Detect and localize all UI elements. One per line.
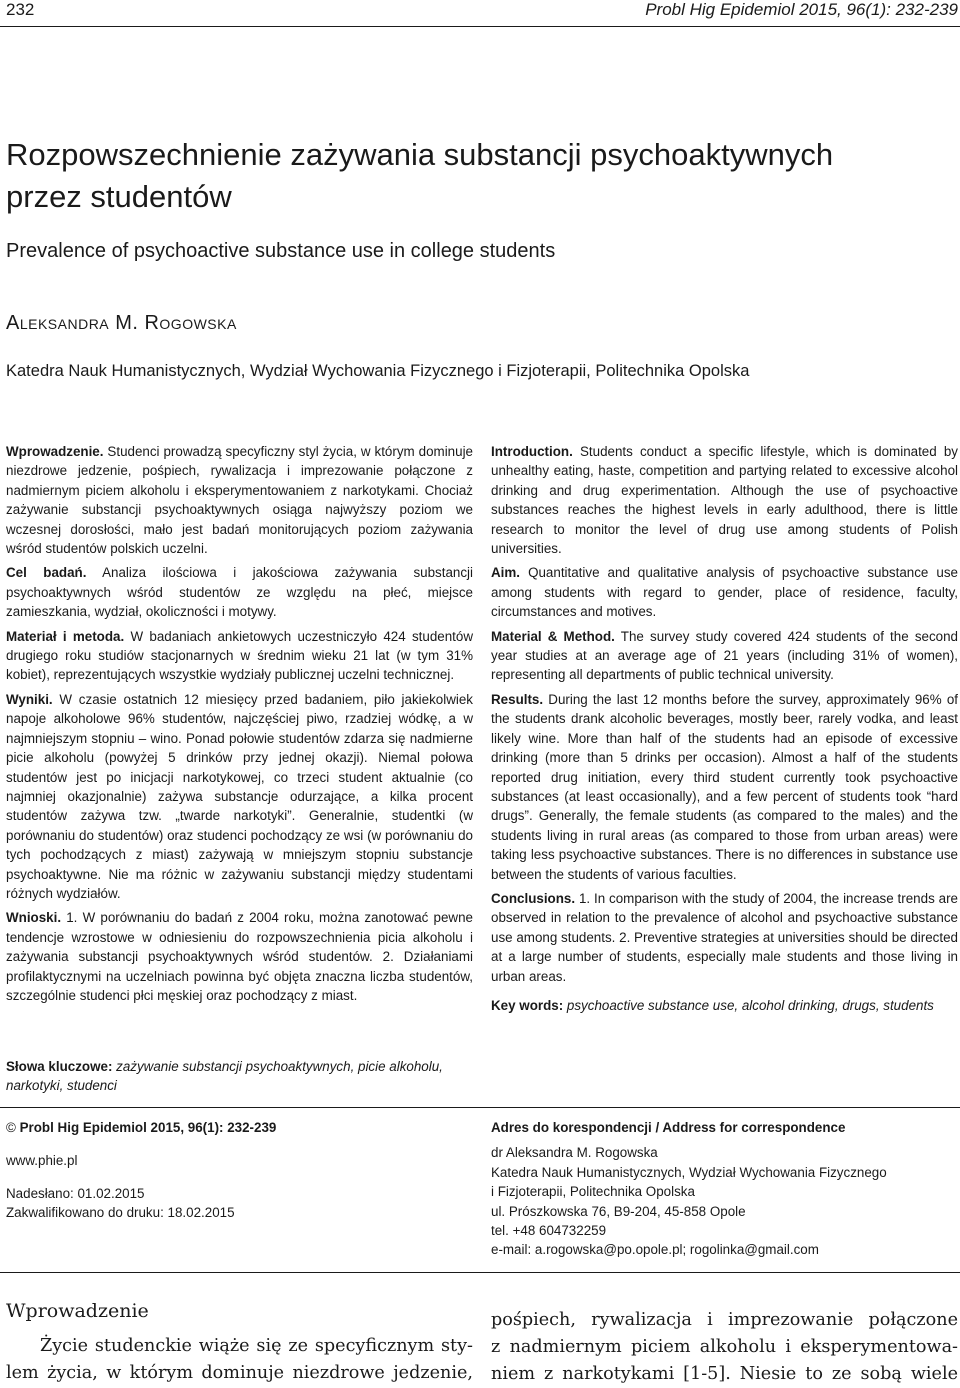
section-text: During the last 12 months before the survey, approximately 96% of the students drank alcoholic beverages, mostly beer, rarely vodka, and least likely wine. More than half of the students had an episode of excessive drinking (more than 5 drinks per occasion). Almost a half of the students reported drug initiation, every third student currently took psychoactive substances (at least occasionally), and a few percent of students took “hard drugs”. Generally, the female students (as compared to the males) and the students living in rural areas (as compared to those from urban areas) were taking less psychoactive substances. There is no differences in substance use between the students of various faculties. — [491, 691, 958, 882]
abstract-pl-aim — [6, 563, 473, 621]
section-text: 1. In comparison with the study of 2004, the increase trends are observed in relation to the prevalence of alcohol and psychoactive substance use among students. 2. Preventive strategies at universities should be directed at a large number of students, especially male students and those living in urban areas. — [491, 890, 958, 984]
copyright-citation — [6, 1118, 276, 1137]
section-text: Studenci prowadzą specyficzny styl życia, w którym dominuje niezdrowe jedzenie, pośpiech, rywalizacja i imprezowanie połączone z nadmiernym piciem alkoholu i eksperymentowaniem z narkotykami. Chociaż zażywanie substancji psychoaktywnych osiąga najwyższy poziom we wczesnej dorosłości, mało jest badań monitorujących poziom zażywania wśród studentów polskich uczelni. — [6, 444, 473, 557]
citation-text: Probl Hig Epidemiol 2015, 96(1): 232-239 — [19, 1120, 277, 1135]
journal-citation: Probl Hig Epidemiol 2015, 96(1): 232-239 — [645, 0, 958, 19]
section-label: Conclusions. — [491, 890, 576, 906]
title-line-1: Rozpowszechnienie zażywania substancji psychoaktywnych — [6, 137, 834, 172]
section-label: Introduction. — [491, 444, 573, 459]
body-column-right — [491, 1307, 958, 1388]
body-line: pośpiech, rywalizacja i imprezowanie połączone — [491, 1310, 958, 1330]
publication-dates — [6, 1184, 235, 1223]
section-heading: Wprowadzenie — [6, 1300, 149, 1322]
journal-website: www.phie.pl — [6, 1153, 78, 1168]
keywords-label: Key words: — [491, 998, 564, 1013]
section-label: Aim. — [491, 565, 521, 581]
keywords-polish — [6, 1057, 473, 1096]
correspondence-phone: tel. +48 604732259 — [491, 1223, 607, 1239]
body-line: z nadmiernym piciem alkoholu i eksperymentowa- — [491, 1337, 958, 1357]
abstract-en-results — [491, 690, 958, 884]
abstract-en-aim — [491, 563, 958, 621]
keywords-text: psychoactive substance use, alcohol drinking, drugs, students — [563, 998, 934, 1013]
received-date: Nadesłano: 01.02.2015 — [6, 1186, 145, 1201]
section-text: 1. W porównaniu do badań z 2004 roku, można zanotować pewne tendencje wzrostowe w odniesieniu do rozpowszechnienia picia alkoholu i zażywania substancji psychoaktywnych wśród studentów. 2. Działaniami profilaktycznymi na uczelniach powinna być objęta znaczna liczba studentów, szczególnie studenci płci męskiej oraz pochodzący z miast. — [6, 910, 473, 1003]
section-text: The survey study covered 424 students of the second year studies at an average age of 21 years (including 31% of women), representing all departments of public technical university. — [491, 628, 958, 683]
section-label: Results. — [491, 691, 544, 707]
body-line: Życie studenckie wiąże się ze specyficznym sty- — [40, 1336, 473, 1356]
section-label: Materiał i metoda. — [6, 628, 125, 644]
correspondence-unit-1: Katedra Nauk Humanistycznych, Wydział Wychowania Fizycznego — [491, 1164, 887, 1180]
abstract-en-method — [491, 627, 958, 685]
author-affiliation: Katedra Nauk Humanistycznych, Wydział Wychowania Fizycznego i Fizjoterapii, Politechnika Opolska — [6, 362, 750, 380]
section-text: Quantitative and qualitative analysis of psychoactive substance use among students with regard to gender, place of residence, faculty, circumstances and motives. — [491, 565, 958, 620]
body-column-left — [6, 1333, 473, 1387]
body-line: niem z narkotykami [1-5]. Niesie to ze sobą wiele — [491, 1364, 958, 1384]
section-label: Wyniki. — [6, 691, 53, 707]
article-title-polish — [6, 134, 956, 218]
section-label: Wnioski. — [6, 910, 62, 926]
author-name: Aleksandra M. Rogowska — [6, 312, 237, 334]
title-line-2: przez studentów — [6, 179, 232, 214]
page-number: 232 — [6, 0, 35, 19]
section-label: Wprowadzenie. — [6, 444, 104, 459]
keywords-label: Słowa kluczowe: — [6, 1059, 113, 1074]
section-label: Material & Method. — [491, 628, 615, 644]
correspondence-address: ul. Prószkowska 76, B9-204, 45-858 Opole — [491, 1203, 746, 1219]
header-divider — [0, 26, 960, 27]
section-label: Cel badań. — [6, 565, 87, 581]
abstract-pl-method — [6, 627, 473, 685]
keywords-text: zażywanie substancji psychoaktywnych, picie alkoholu, narkotyki, studenci — [6, 1059, 443, 1094]
abstract-pl-introduction — [6, 442, 473, 558]
correspondence-heading: Adres do korespondencji / Address for correspondence — [491, 1120, 846, 1135]
correspondence-unit-2: i Fizjoterapii, Politechnika Opolska — [491, 1184, 695, 1200]
keywords-english — [491, 998, 958, 1013]
section-text: W czasie ostatnich 12 miesięcy przed badaniem, piło jakiekolwiek napoje alkoholowe 96% studentów, najczęściej piwo, rzadziej wódkę, a w najmniejszym stopniu – wino. Ponad połowie studentów zdarza się nadmierne picie alkoholu (powyżej 5 drinków przy jednej okazji). Niemal połowa studentów jest po inicjacji narkotykowej, co trzeci student aktualnie (co najmniej okazjonalnie) zażywa substancje odurzające, a kilka procent studentów zażywa tzw. „twarde narkotyki”. Generalnie, studentki (w porównaniu do studentów) oraz studenci pochodzący ze wsi (w porównaniu do tych pochodzących z miast) zażywają w mniejszym stopniu substancje psychoaktywne. Nie ma różnic w zażywaniu substancji między studentami różnych wydziałów. — [6, 691, 473, 901]
body-divider — [0, 1272, 960, 1273]
section-text: W badaniach ankietowych uczestniczyło 424 studentów drugiego roku studiów stacjonarnych w średnim wieku 21 lat (w tym 31% kobiet), reprezentujących wszystkie wydziały publicznej uczelni technicznej. — [6, 628, 473, 683]
abstract-pl-results — [6, 690, 473, 903]
abstract-english — [491, 442, 958, 991]
correspondence-name: dr Aleksandra M. Rogowska — [491, 1145, 658, 1161]
correspondence-email: e-mail: a.rogowska@po.opole.pl; rogolinka@gmail.com — [491, 1242, 819, 1258]
article-title-english: Prevalence of psychoactive substance use in college students — [6, 240, 556, 262]
abstract-pl-conclusions — [6, 908, 473, 1005]
abstract-divider — [0, 1107, 960, 1108]
body-line: lem życia, w którym dominuje niezdrowe jedzenie, — [6, 1363, 473, 1383]
abstract-en-conclusions — [491, 889, 958, 986]
copyright-icon: © — [6, 1120, 16, 1135]
correspondence-block — [491, 1118, 958, 1260]
section-text: Students conduct a specific lifestyle, which is dominated by unhealthy eating, haste, competition and partying related to excessive alcohol drinking and drug experimentation. Although the use of psychoactive substances reaches the highest levels in early adulthood, there is little research to monitor the level of drug use among students of Polish universities. — [491, 444, 958, 557]
abstract-en-introduction — [491, 442, 958, 558]
abstract-polish — [6, 442, 473, 1010]
section-text: Analiza ilościowa i jakościowa zażywania substancji psychoaktywnych wśród studentów ze względu na płeć, miejsce zamieszkania, wydział, okoliczności i motywy. — [6, 565, 473, 620]
accepted-date: Zakwalifikowano do druku: 18.02.2015 — [6, 1205, 235, 1221]
